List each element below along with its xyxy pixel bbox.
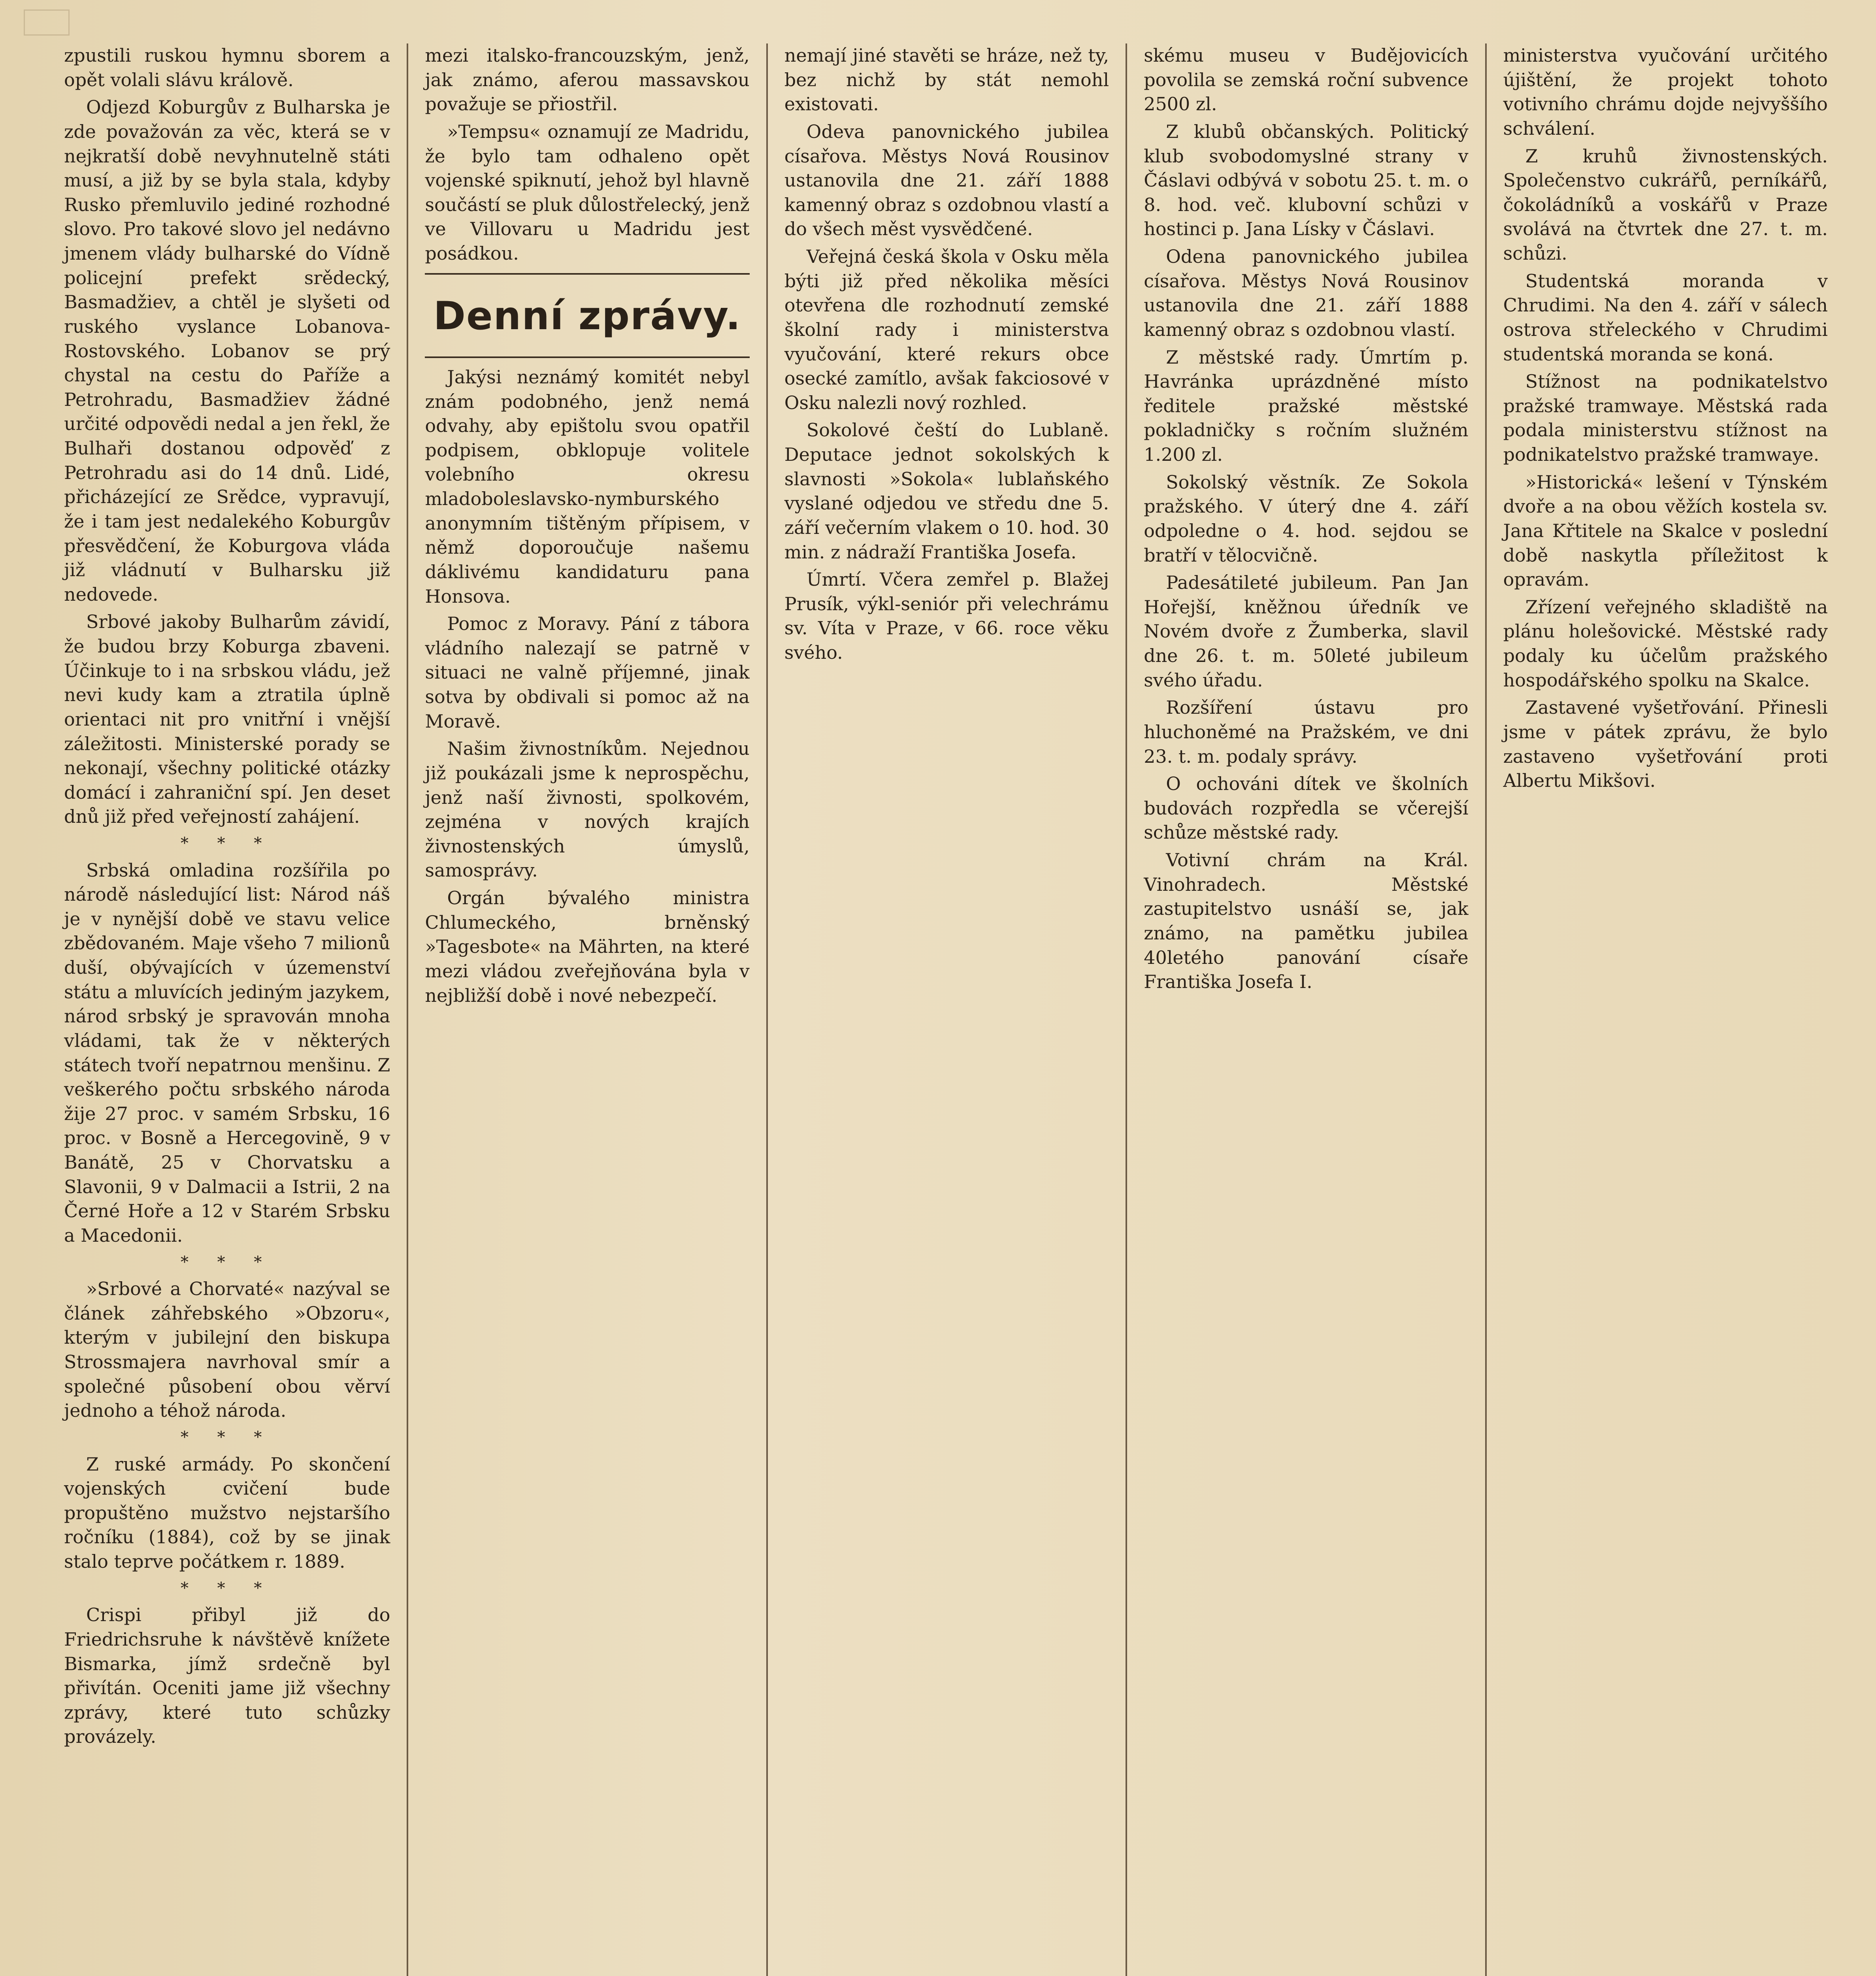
paragraph: Zřízení veřejného skladiště na plánu holešovické. Městské rady podaly ku účelům pražského hospodářského spolku na Skalce. bbox=[1503, 596, 1828, 691]
paragraph: ministerstva vyučování určitého újištění, že projekt tohoto votivního chrámu dojde nejvyššího schválení. bbox=[1503, 45, 1828, 139]
column-5 bbox=[1485, 43, 1844, 1976]
paragraph: O ochováni dítek ve školních budovách rozpředla se včerejší schůze městské rady. bbox=[1144, 773, 1469, 843]
divider bbox=[425, 356, 749, 358]
column-4 bbox=[1126, 43, 1485, 1976]
column-3 bbox=[766, 43, 1126, 1976]
paragraph: Veřejná česká škola v Osku měla býti již před několika měsíci otevřena dle rozhodnutí zemské školní rady i ministerstva vyučování, které rekurs obce osecké zamítlo, avšak fakciosové v Osku nalezli nový rozhled. bbox=[784, 246, 1109, 413]
paragraph: Odeva panovnického jubilea císařova. Městys Nová Rousinov ustanovila dne 21. září 1888 kamenný obraz s ozdobnou vlastí a do všech měst vysvědčené. bbox=[784, 121, 1109, 240]
paragraph: Z klubů občanských. Politický klub svobodomyslné strany v Čáslavi odbývá v sobotu 25. t. m. o 8. hod. več. klubovní schůzi v hostinci p. Jana Lísky v Čáslavi. bbox=[1144, 121, 1469, 240]
divider bbox=[425, 273, 749, 275]
paragraph: Jakýsi neznámý komitét nebyl znám podobného, jenž nemá odvahy, aby epištolu svou opatřil podpisem, obklopuje volitele volebního okresu mladoboleslavsko-nymburského anonymním tištěným přípisem, v němž doporoučuje našemu dáklivému kandidaturu pana Honsova. bbox=[425, 366, 750, 607]
paragraph: Pomoc z Moravy. Pání z tábora vládního nalezají se patrně v situaci ne valně příjemné, jinak sotva by obdivali si pomoc až na Moravě. bbox=[425, 613, 750, 732]
paragraph: zpustili ruskou hymnu sborem a opět volali slávu králově. bbox=[64, 45, 390, 91]
paper-stamp bbox=[24, 9, 70, 36]
paragraph: Votivní chrám na Král. Vinohradech. Městské zastupitelstvo usnáší se, jak známo, na pamětku jubilea 40letého panování císaře Františka Josefa I. bbox=[1144, 849, 1469, 993]
text-columns bbox=[47, 43, 1844, 1976]
paragraph: Stížnost na podnikatelstvo pražské tramwaye. Městská rada podala ministerstvu stížnost na podnikatelstvo pražské tramwaye. bbox=[1503, 371, 1828, 465]
paragraph: »Tempsu« oznamují ze Madridu, že bylo tam odhaleno opět vojenské spiknutí, jehož byl hlavně součástí se pluk důlostřelecký, jenž ve Villovaru u Madridu jest posádkou. bbox=[425, 121, 750, 264]
paragraph: nemají jiné stavěti se hráze, než ty, bez nichž by stát nemohl existovati. bbox=[784, 45, 1109, 115]
paragraph: Z ruské armády. Po skončení vojenských cvičení bude propuštěno mužstvo nejstaršího ročníku (1884), což by se jinak stalo teprve počátkem r. 1889. bbox=[64, 1453, 390, 1573]
section-heading: Denní zprávy. bbox=[433, 293, 741, 339]
paragraph: Odjezd Koburgův z Bulharska je zde považován za věc, která se v nejkratší době nevyhnutelně státi musí, a již by se byla stala, kdyby Rusko přemluvilo jediné rozhodné slovo. Pro takové slovo jel nedávno jmenem vlády bulharské do Vídně policejní prefekt srědecký, Basmadžiev, a chtěl je slyšeti od ruského vyslance Lobanova-Rostovského. Lobanov se prý chystal na cestu do Paříže a Petrohradu, Basmadžiev žádné určité odpovědi nedal a jen řekl, že Bulhaři dostanou odpověď z Petrohradu asi do 14 dnů. Lidé, přicházející ze Srědce, vypravují, že i tam jest nedalekého Koburgův přesvědčení, že Koburgova vláda již vládnutí v Bulharsku již nedovede. bbox=[64, 96, 390, 605]
paragraph: »Srbové a Chorvaté« nazýval se článek záhřebského »Obzoru«, kterým v jubilejní den biskupa Strossmajera navrhoval smír a společné působení obou věrví jednoho a téhož národa. bbox=[64, 1278, 390, 1422]
paragraph: Odena panovnického jubilea císařova. Městys Nová Rousinov ustanovila dne 21. září 1888 kamenný obraz s ozdobnou vlastí. bbox=[1144, 246, 1469, 340]
column-1 bbox=[47, 43, 407, 1976]
paragraph: Úmrtí. Včera zemřel p. Blažej Prusík, výkl-seniór při velechrámu sv. Víta v Praze, v 66. roce věku svého. bbox=[784, 569, 1109, 663]
paragraph: mezi italsko-francouzským, jenž, jak známo, aferou massavskou považuje se přiostřil. bbox=[425, 45, 750, 115]
paragraph: Z městské rady. Úmrtím p. Havránka uprázdněné místo ředitele pražské městské pokladničky s ročním služném 1.200 zl. bbox=[1144, 346, 1469, 465]
paragraph: skému museu v Budějovicích povolila se zemská roční subvence 2500 zl. bbox=[1144, 45, 1469, 115]
separator-stars: * * * bbox=[180, 834, 274, 852]
paragraph: Padesátileté jubileum. Pan Jan Hořejší, kněžnou úředník ve Novém dvoře z Žumberka, slavil dne 26. t. m. 50leté jubileum svého úřadu. bbox=[1144, 572, 1469, 691]
paragraph: Crispi přibyl již do Friedrichsruhe k návštěvě knížete Bismarka, jímž srdečně byl přivítán. Oceniti jame již všechny zprávy, které tuto schůzky provázely. bbox=[64, 1604, 390, 1748]
separator-stars: * * * bbox=[180, 1253, 274, 1271]
paragraph: Rozšíření ústavu pro hluchoněmé na Pražském, ve dni 23. t. m. podaly správy. bbox=[1144, 697, 1469, 767]
column-2 bbox=[407, 43, 766, 1976]
paragraph: Z kruhů živnostenských. Společenstvo cukrářů, perníkářů, čokoládníků a voskářů v Praze svolává na čtvrtek dne 27. t. m. schůzi. bbox=[1503, 145, 1828, 264]
paragraph: Zastavené vyšetřování. Přinesli jsme v pátek zprávu, že bylo zastaveno vyšetřování proti Albertu Mikšovi. bbox=[1503, 697, 1828, 792]
separator-stars: * * * bbox=[180, 1579, 274, 1597]
paragraph: Sokolové čeští do Lublaně. Deputace jednot sokolských k slavnosti »Sokola« lublaňského vyslané odjedou ve středu dne 5. září večerním vlakem o 10. hod. 30 min. z nádraží Františka Josefa. bbox=[784, 419, 1109, 563]
paragraph: Sokolský věstník. Ze Sokola pražského. V úterý dne 4. září odpoledne o 4. hod. sejdou se bratří v tělocvičně. bbox=[1144, 471, 1469, 566]
paragraph: Srbové jakoby Bulharům závidí, že budou brzy Koburga zbaveni. Účinkuje to i na srbskou vládu, jež nevi kudy kam a ztratila úplně orientaci nit pro vnitřní i vnější záležitosti. Ministerské porady se nekonají, všechny politické otázky domácí i zahraniční spí. Jen deset dnů již před veřejností zahájení. bbox=[64, 611, 390, 828]
paragraph: Našim živnostníkům. Nejednou již poukázali jsme k neprospěchu, jenž naší živnosti, spolkovém, zejména v nových krajích živnostenských úmyslů, samosprávy. bbox=[425, 738, 750, 881]
paragraph: Orgán bývalého ministra Chlumeckého, brněnský »Tagesbote« na Mährten, na které mezi vládou zveřejňována byla v nejbližší době i nové nebezpečí. bbox=[425, 887, 750, 1006]
paragraph: »Historická« lešení v Týnském dvoře a na obou věžích kostela sv. Jana Křtitele na Skalce v poslední době naskytla příležitost k opravám. bbox=[1503, 471, 1828, 590]
paragraph: Studentská moranda v Chrudimi. Na den 4. září v sálech ostrova střeleckého v Chrudimi studentská moranda se koná. bbox=[1503, 270, 1828, 365]
paragraph: Srbská omladina rozšířila po národě následující list: Národ náš je v nynější době ve stavu velice zbědovaném. Maje všeho 7 milionů duší, obývajících v územenství státu a mluvících jediným jazykem, národ srbský je spravován mnoha vládami, tak že v některých státech tvoří nepatrnou menšinu. Z veškerého počtu srbského národa žije 27 proc. v samém Srbsku, 16 proc. v Bosně a Hercegovině, 9 v Banátě, 25 v Chorvatsku a Slavonii, 9 v Dalmacii a Istrii, 2 na Černé Hoře a 12 v Starém Srbsku a Macedonii. bbox=[64, 859, 390, 1246]
separator-stars: * * * bbox=[180, 1428, 274, 1446]
